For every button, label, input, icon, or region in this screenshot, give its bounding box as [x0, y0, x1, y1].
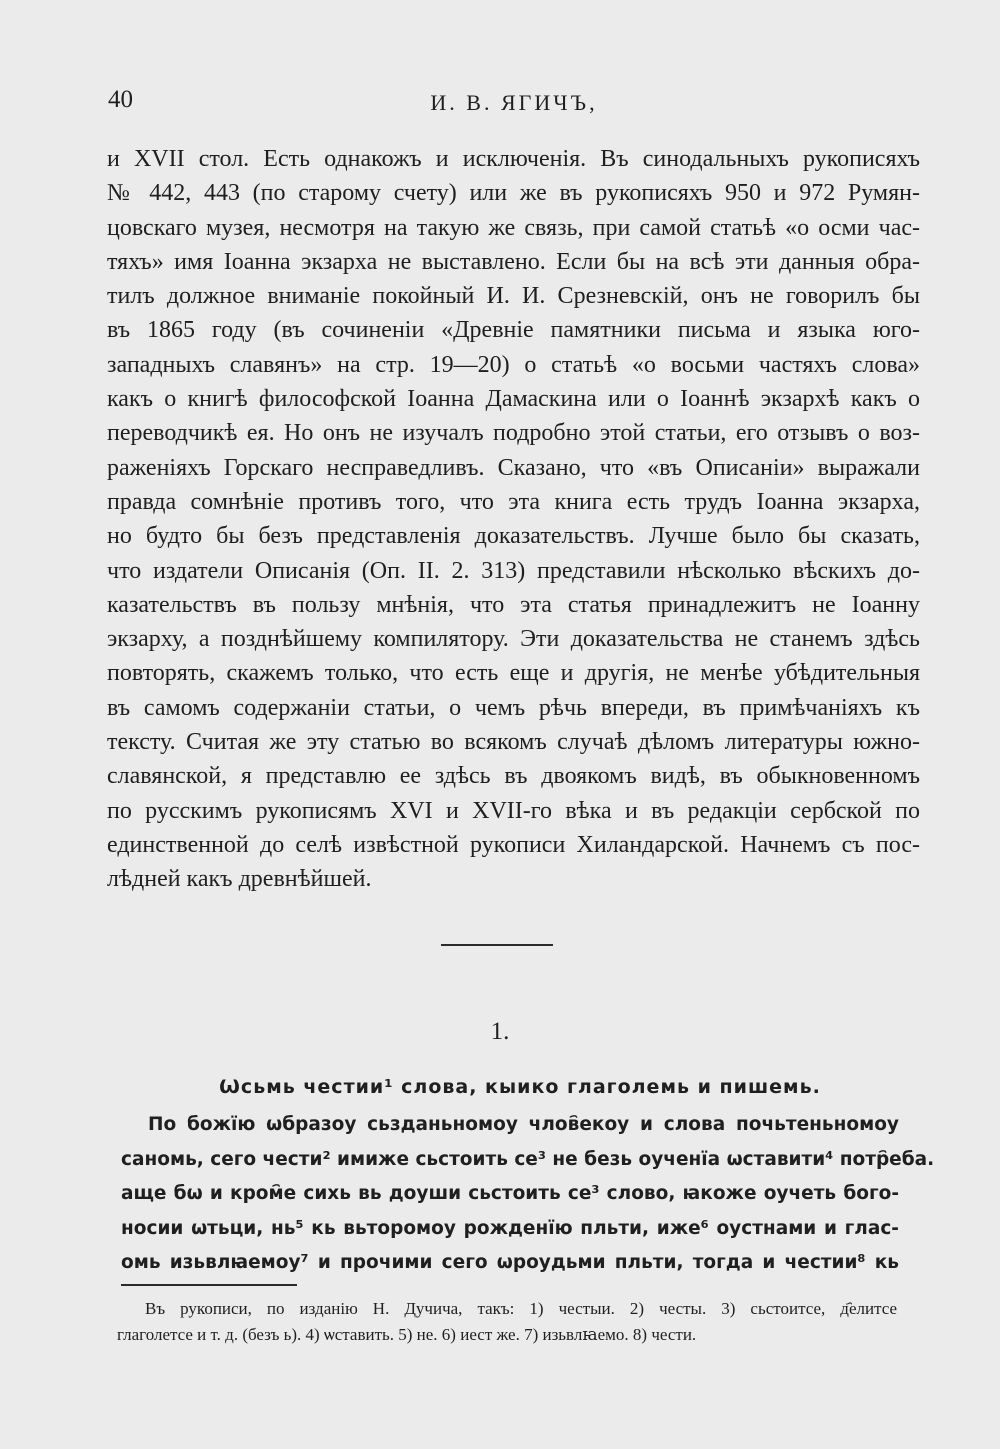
- slavonic-line: По божїю ѡбразоу сьзданьномоу члов҄екоу и слова почьтеньномоу: [148, 1114, 899, 1135]
- text-line: казательствъ въ пользу мнѣнія, что эта статья принадлежитъ не Іоанну: [107, 591, 920, 618]
- slavonic-line: носии ѡтьци, нь⁵ кь вьторомоу рожденїю пльти, иже⁶ оустнами и глас-: [121, 1217, 899, 1239]
- text-line: тилъ должное вниманіе покойный И. И. Срезневскій, онъ не говорилъ бы: [107, 283, 920, 310]
- text-line: единственной до селѣ извѣстной рукописи Хиландарской. Начнемъ съ пос-: [107, 831, 920, 858]
- text-line: экзарху, а позднѣйшему компилятору. Эти доказательства не станемъ здѣсь: [107, 626, 920, 653]
- text-line: по русскимъ рукописямъ XVI и XVII-го вѣка и въ редакціи сербской по: [107, 797, 920, 824]
- footnotes-block: [117, 1296, 897, 1348]
- text-line: тяхъ» имя Іоанна экзарха не выставлено. Если бы на всѣ эти данныя обра-: [107, 248, 920, 275]
- text-line: но будто бы безъ представленія доказательствъ. Лучше было бы сказать,: [107, 523, 920, 550]
- text-line: лѣдней какъ древнѣйшей.: [107, 866, 372, 893]
- text-line: и XVII стол. Есть однакожъ и исключенія. Въ синодальныхъ рукописяхъ: [107, 146, 920, 172]
- page-number: 40: [108, 86, 133, 113]
- text-line: въ самомъ содержаніи статьи, о чемъ рѣчь впереди, въ примѣчаніяхъ къ: [107, 694, 920, 721]
- slavonic-line: саномь, сего чести² имиже сьстоить се³ не безь оученїа ѡставити⁴ потр҄еба.: [121, 1148, 935, 1170]
- text-line: западныхъ славянъ» на стр. 19—20) о статьѣ «о восьми частяхъ слова»: [107, 351, 920, 378]
- main-text-block: [107, 142, 920, 897]
- text-line: правда сомнѣніе противъ того, что эта книга есть трудъ Іоанна экзарха,: [107, 488, 920, 515]
- page-header: [108, 86, 920, 122]
- footnote-line: глаголетсе и т. д. (безъ ь). 4) ѡставить. 5) не. 6) иест же. 7) изьвлꙗемо. 8) чести.: [117, 1325, 697, 1344]
- section-number: 1.: [490, 1018, 510, 1045]
- section-divider: [441, 944, 553, 946]
- text-line: въ 1865 году (въ сочиненіи «Древніе памятники письма и языка юго-: [107, 317, 920, 344]
- slavonic-line: аще бѡ и кром҄е сихь вь доуши сьстоить се³ слово, ꙗкоже оучеть бого-: [121, 1183, 899, 1204]
- footnote-rule: [121, 1284, 297, 1286]
- text-line: славянской, я представлю ее здѣсь въ двоякомъ видѣ, въ обыкновенномъ: [107, 763, 920, 790]
- slavonic-text-block: [121, 1108, 935, 1281]
- text-line: раженіяхъ Горскаго несправедливъ. Сказано, что «въ Описаніи» выражали: [107, 454, 920, 481]
- text-line: цовскаго музея, несмотря на такую же связь, при самой статьѣ «о осми час-: [107, 214, 920, 241]
- text-line: повторять, скажемъ только, что есть еще и другія, не менѣе убѣдительныя: [107, 660, 920, 687]
- text-line: что издатели Описанія (Оп. II. 2. 313) представили нѣсколько вѣскихъ до-: [107, 557, 920, 584]
- text-line: переводчикѣ ея. Но онъ не изучалъ подробно этой статьи, его отзывъ о воз-: [107, 420, 920, 447]
- footnote-line: Въ рукописи, по изданію Н. Дучича, такъ: 1) честыи. 2) честы. 3) сьстоитсе, д҄елитсе: [145, 1299, 897, 1318]
- text-line: тексту. Считая же эту статью во всякомъ случаѣ дѣломъ литературы южно-: [107, 729, 920, 756]
- slavonic-line: омь изьвлꙗемоу⁷ и прочими сего ѡроудьми пльти, тогда и честии⁸ кь: [121, 1252, 899, 1273]
- running-head: И. В. ЯГИЧЪ,: [430, 90, 598, 115]
- text-line: какъ о книгѣ философской Іоанна Дамаскина или о Іоаннѣ экзархѣ какъ о: [107, 386, 920, 413]
- text-line: № 442, 443 (по старому счету) или же въ рукописяхъ 950 и 972 Румян-: [107, 180, 920, 207]
- slavonic-title: Ѡсьмь честии¹ слова, кыико глаголемь и пишемь.: [219, 1076, 821, 1098]
